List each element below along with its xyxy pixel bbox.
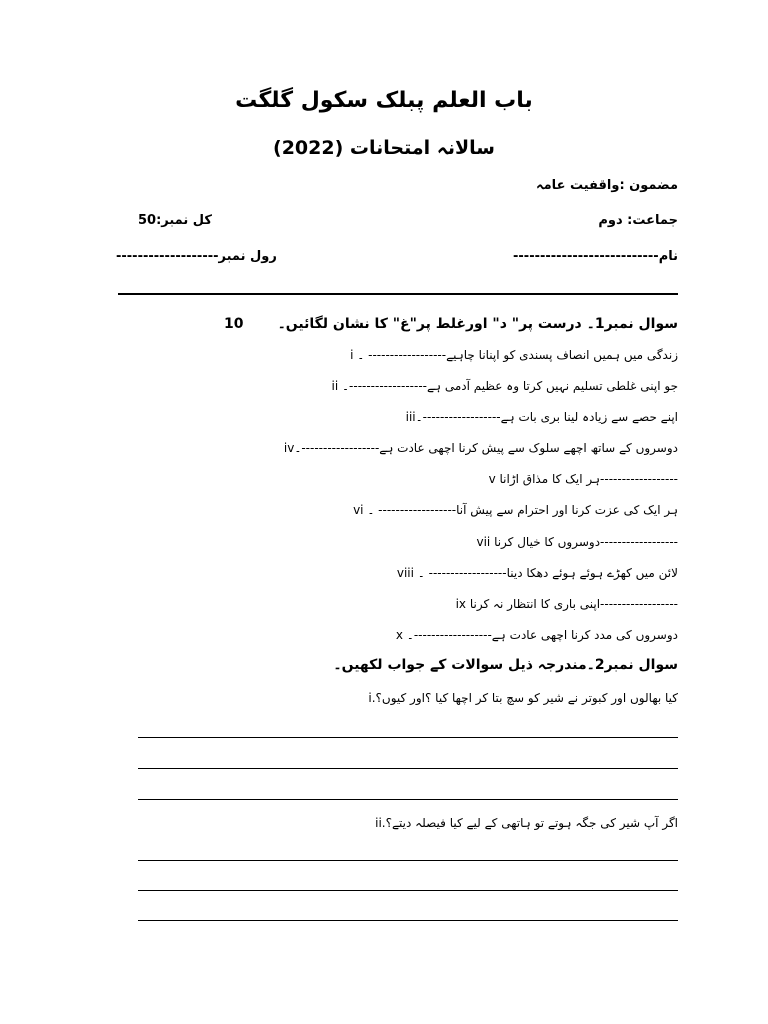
roll-number-field: رول نمبر------------------- [116,249,277,264]
sub-question: ii.اگر آپ شیر کی جگہ ہوتے تو ہاتھی کے لیے کیا فیصلہ دیتے؟ [375,816,678,830]
subject-label: مضمون :واقفیت عامہ [536,178,678,193]
total-marks-label: کل نمبر:50 [138,213,212,228]
statement-item: viii لائن میں کھڑے ہوئے ہوئے دھکا دینا------------------ ۔ [396,566,678,580]
statement-item: vi ہر ایک کی عزت کرنا اور احترام سے پیش آنا------------------ ۔ [353,503,678,517]
answer-line [138,860,678,861]
statement-item: ii جو اپنی غلطی تسلیم نہیں کرتا وہ عظیم آدمی ہے------------------۔ [331,379,678,393]
answer-line [138,768,678,769]
answer-line [138,920,678,921]
statement-item: v ہر ایک کا مذاق اڑانا------------------ [488,472,678,486]
question-1-marks: 10 [224,316,244,332]
header-divider [118,293,678,295]
statement-item: ix اپنی باری کا انتظار نہ کرنا------------------ [455,597,678,611]
question-1-heading: سوال نمبر1۔ درست پر" د" اورغلط پر"غ" کا نشان لگائیں۔ [277,316,678,332]
name-field: نام--------------------------- [513,249,678,264]
exam-title: سالانہ امتحانات (2022) [273,137,495,159]
statement-item: iiiاپنے حصے سے زیادہ لینا بری بات ہے------------------۔ [405,410,678,424]
answer-line [138,737,678,738]
school-name: باب العلم پبلک سکول گلگت [235,88,533,113]
statement-item: vii دوسروں کا خیال کرنا------------------ [476,535,678,549]
answer-line [138,890,678,891]
statement-item: i زندگی میں ہمیں انصاف پسندی کو اپنانا چاہیے------------------ ۔ [350,348,678,362]
sub-question: i.کیا بھالوں اور کبوتر نے شیر کو سچ بتا کر اچھا کیا ؟اور کیوں؟ [368,691,678,705]
answer-line [138,799,678,800]
statement-item: ivدوسروں کے ساتھ اچھے سلوک سے پیش کرنا اچھی عادت ہے------------------۔ [283,441,678,455]
class-label: جماعت: دوم [598,213,678,228]
question-2-heading: سوال نمبر2۔مندرجہ ذیل سوالات کے جواب لکھیں۔ [333,657,678,673]
statement-item: x دوسروں کی مدد کرنا اچھی عادت ہے------------------۔ [395,628,678,642]
